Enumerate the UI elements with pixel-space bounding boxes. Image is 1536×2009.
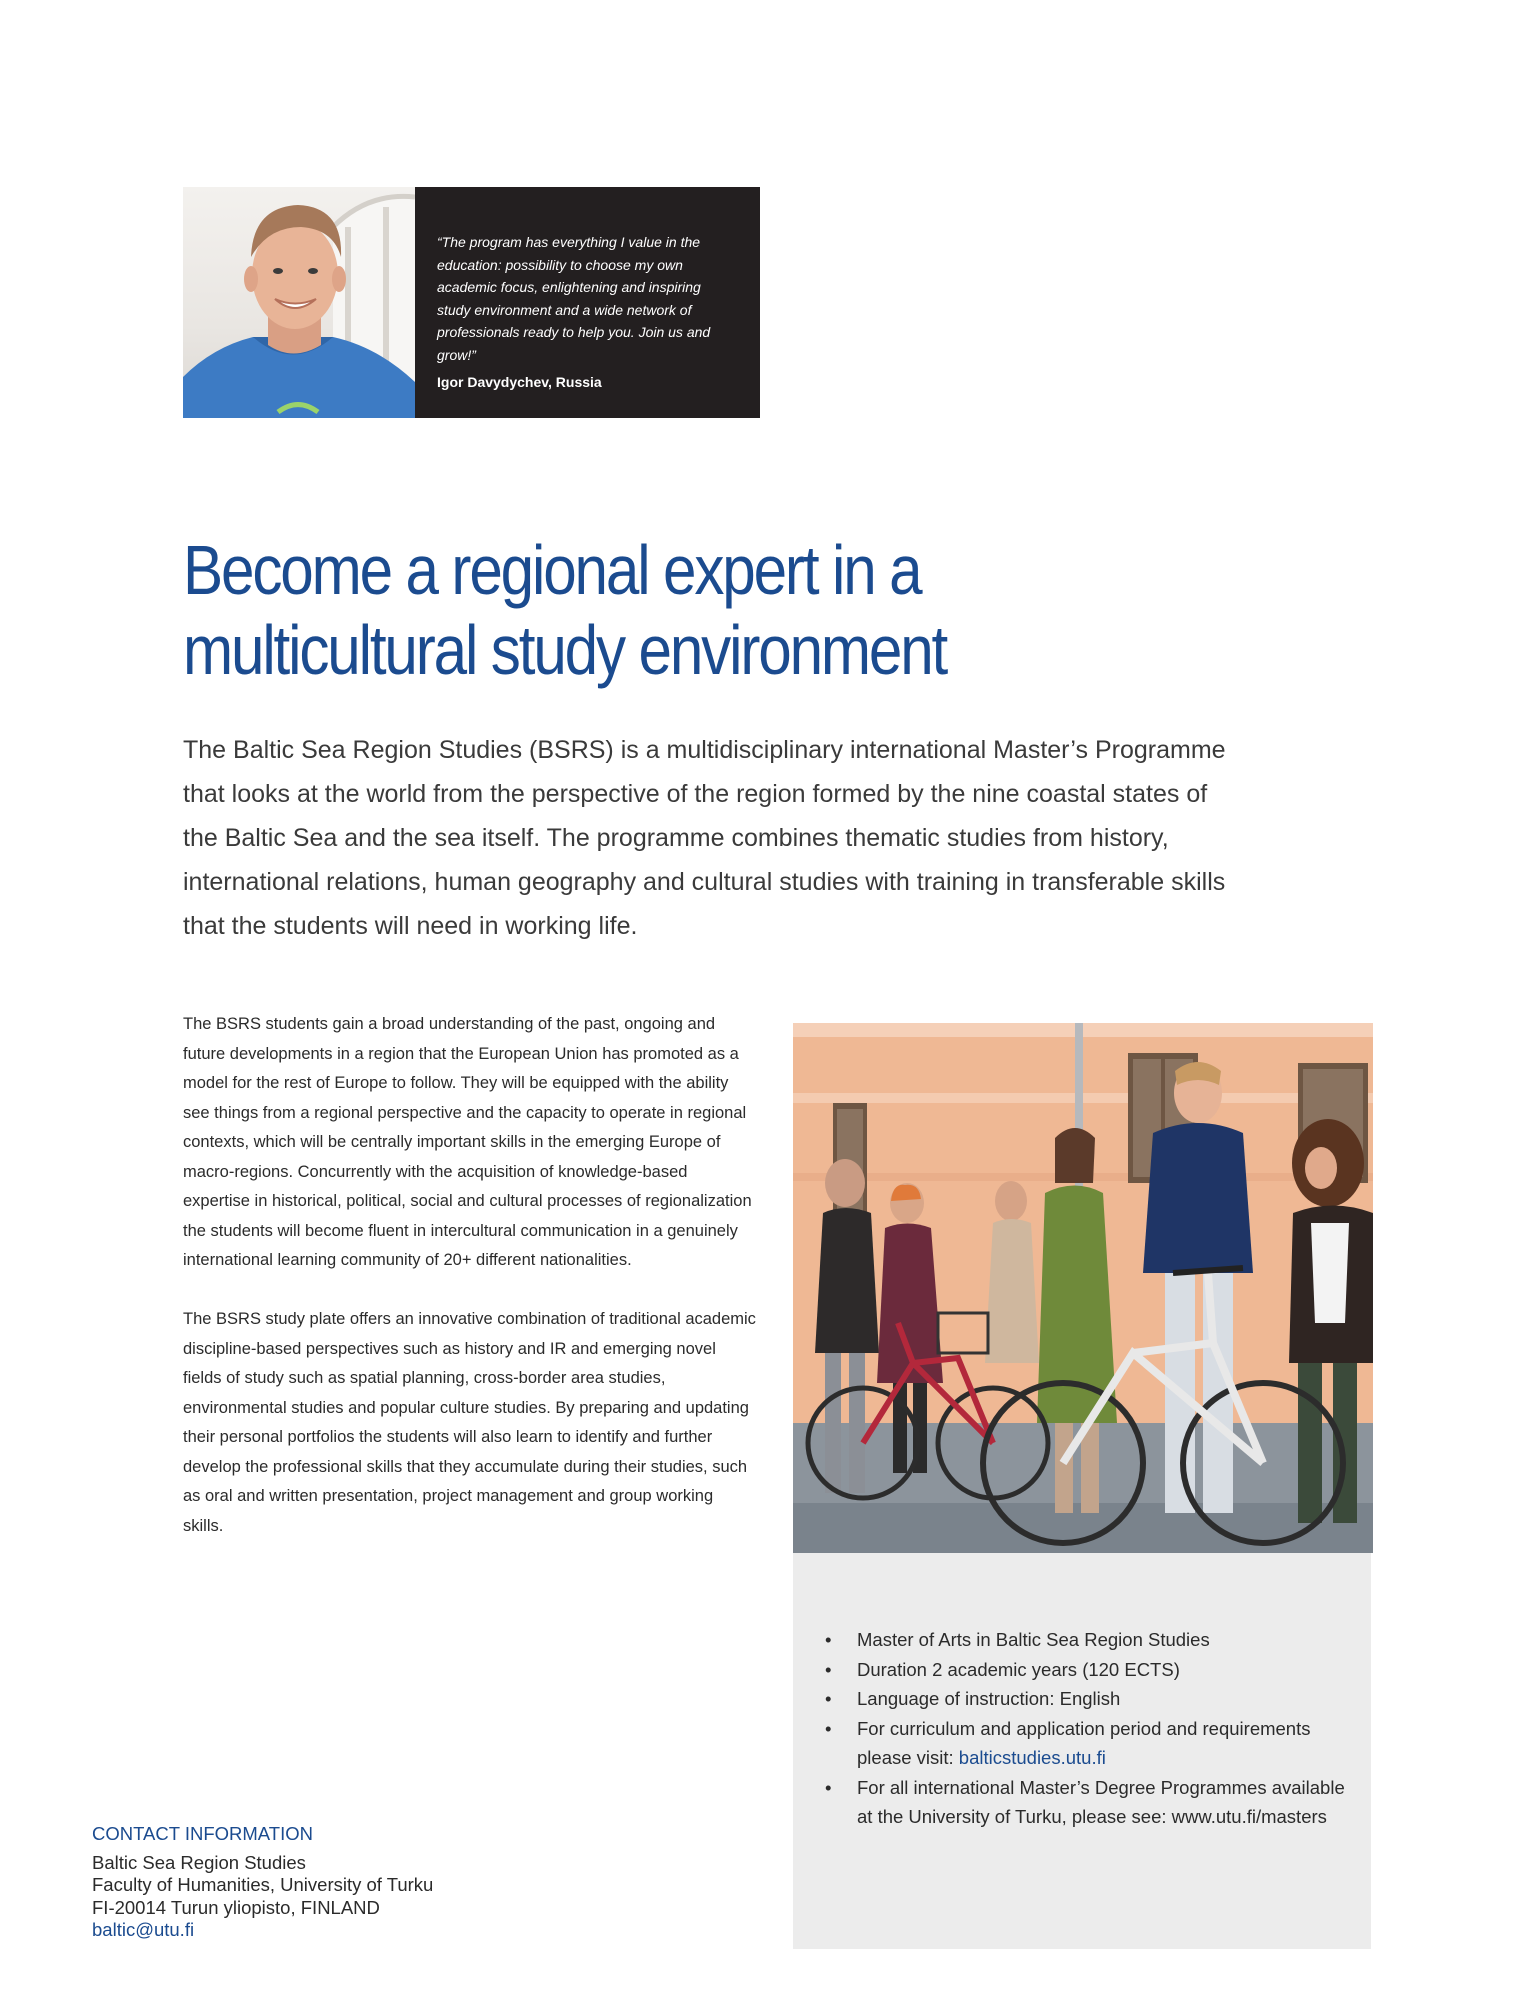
page-headline	[183, 530, 1129, 690]
contact-heading: CONTACT INFORMATION	[92, 1823, 313, 1844]
fact-degree: • Master of Arts in Baltic Sea Region Studies	[820, 1625, 1350, 1655]
testimonial-quote-box	[415, 187, 760, 418]
balticstudies-link[interactable]: balticstudies.utu.fi	[958, 1747, 1106, 1768]
contact-address: FI-20014 Turun yliopisto, FINLAND	[92, 1896, 380, 1918]
body-paragraph-2: The BSRS study plate offers an innovative combination of traditional academic discipline-based perspectives such as history and IR and emerging novel fields of study such as spatial planning, cross-border area studies, environmental studies and popular culture studies. By preparing and updating their personal portfolios the students will also learn to identify and further develop the professional skills that they accumulate during their studies, such as oral and written presentation, project management and group working skills.	[183, 1310, 756, 1535]
students-with-bicycles-illustration	[793, 1023, 1373, 1553]
fact-curriculum	[820, 1714, 1350, 1773]
students-photo	[793, 1023, 1373, 1553]
body-paragraph-1: The BSRS students gain a broad understanding of the past, ongoing and future developments in a region that the European Union has promoted as a model for the rest of Europe to follow. They will be equipped with the ability see things from a regional perspective and the capacity to operate in regional contexts, which will be centrally important skills in the emerging Europe of macro-regions. Concurrently with the acquisition of knowledge-based expertise in historical, political, social and cultural processes of regionalization the students will become fluent in intercultural communication in a genuinely international learning community of 20+ different nationalities.	[183, 1015, 752, 1269]
fact-language: • Language of instruction: English	[820, 1684, 1350, 1714]
testimonial-author: Igor Davydychev, Russia	[437, 374, 602, 390]
fact-curriculum-text: For curriculum and application period and requirements please visit:	[857, 1717, 1311, 1768]
contact-email-link[interactable]: baltic@utu.fi	[92, 1919, 195, 1940]
lead-paragraph: The Baltic Sea Region Studies (BSRS) is a multidisciplinary international Master’s Programme that looks at the world from the perspective of the region formed by the nine coastal states of the Baltic Sea and the sea itself. The programme combines thematic studies from history, international relations, human geography and cultural studies with training in transferable skills that the students will need in working life.	[183, 736, 1226, 940]
testimonial-quote: “The program has everything I value in the education: possibility to choose my own academic focus, enlightening and inspiring study environment and a wide network of professionals ready to help you. Join us and grow!”	[437, 234, 711, 363]
fact-duration: • Duration 2 academic years (120 ECTS)	[820, 1655, 1350, 1685]
testimonial-portrait	[183, 187, 415, 418]
headline-line-2: multicultural study environment	[183, 611, 947, 689]
contact-information	[92, 1823, 512, 1942]
contact-programme: Baltic Sea Region Studies	[92, 1851, 306, 1873]
contact-faculty: Faculty of Humanities, University of Turku	[92, 1874, 434, 1895]
headline-line-1: Become a regional expert in a	[183, 531, 921, 609]
facts-list	[820, 1625, 1350, 1832]
student-portrait-illustration	[183, 187, 415, 418]
fact-masters-programmes: • For all international Master’s Degree Programmes available at the University of Turku, please see: www.utu.fi/masters	[820, 1773, 1350, 1832]
body-text	[183, 1010, 758, 1571]
